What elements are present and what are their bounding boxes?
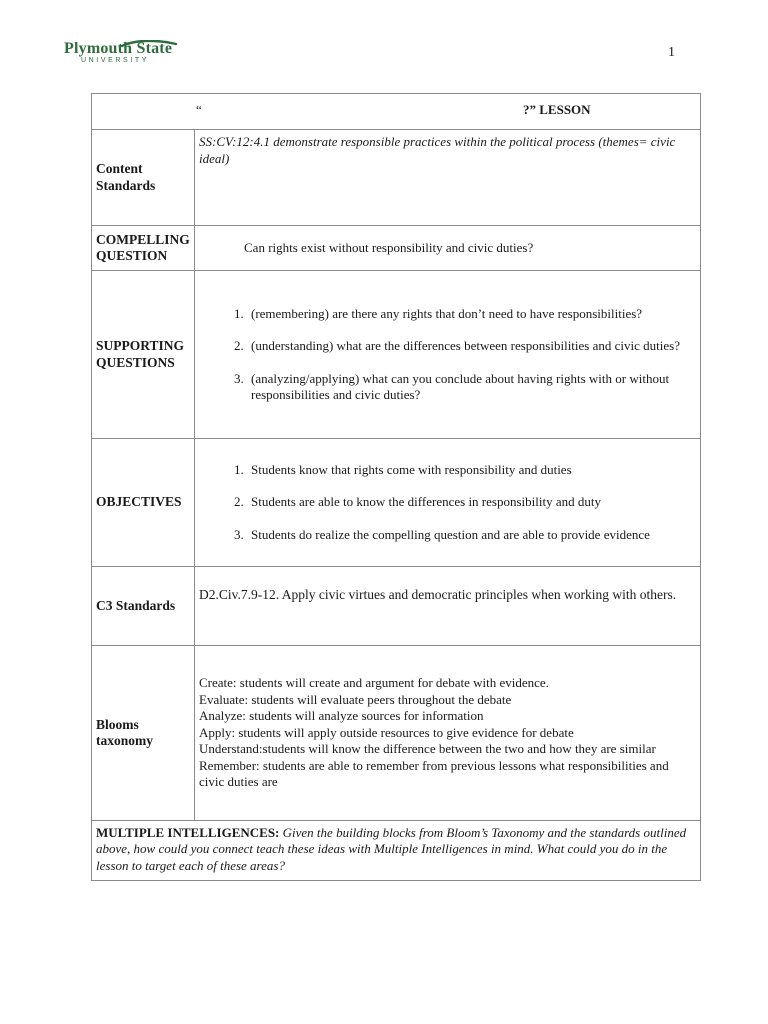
blooms-line: Remember: students are able to remember from previous lessons what responsibilities and civic duties are <box>199 757 669 790</box>
compelling-question-label: COMPELLING QUESTION <box>92 226 195 271</box>
lesson-title-open-quote: “ <box>196 102 202 117</box>
objectives-row <box>92 439 701 567</box>
multiple-intelligences-text: Given the building blocks from Bloom’s Taxonomy and the standards outlined above, how could you connect teach these ideas with Multiple Intelligences in mind. What could you do in the lesson to target each of these areas? <box>96 824 687 873</box>
university-logo <box>64 40 184 70</box>
supporting-questions-label: SUPPORTING QUESTIONS <box>92 271 195 439</box>
content-standards-row <box>92 130 701 226</box>
objectives-label: OBJECTIVES <box>92 439 195 567</box>
blooms-cell <box>195 646 701 821</box>
lesson-title-label: ?” LESSON <box>523 102 591 117</box>
supporting-questions-list <box>199 306 696 404</box>
c3-standards-row <box>92 567 701 646</box>
blooms-line: Create: students will create and argument for debate with evidence. <box>199 675 549 691</box>
blooms-line: Understand:students will know the difference between the two and how they are similar <box>199 741 656 757</box>
list-item: 3. Students do realize the compelling question and are able to provide evidence <box>247 527 696 544</box>
logo-name: Plymouth State <box>64 40 173 57</box>
list-item: 1. (remembering) are there any rights that don’t need to have responsibilities? <box>247 306 696 323</box>
blooms-line: Evaluate: students will evaluate peers throughout the debate <box>199 691 512 707</box>
blooms-line: Apply: students will apply outside resources to give evidence for debate <box>199 724 574 740</box>
blooms-label: Blooms taxonomy <box>92 646 195 821</box>
multiple-intelligences-row <box>92 821 701 881</box>
list-item: 2. (understanding) what are the differences between responsibilities and civic duties? <box>247 338 696 355</box>
blooms-row <box>92 646 701 821</box>
title-row <box>92 94 701 130</box>
supporting-questions-row <box>92 271 701 439</box>
compelling-question-text: Can rights exist without responsibility and civic duties? <box>195 226 701 271</box>
lesson-plan-table <box>91 93 701 881</box>
content-standards-label: Content Standards <box>92 130 195 226</box>
objectives-list <box>199 462 696 544</box>
logo-subtitle: UNIVERSITY <box>81 57 150 64</box>
multiple-intelligences-label: MULTIPLE INTELLIGENCES: <box>96 824 280 840</box>
lesson-title-cell <box>92 94 701 130</box>
multiple-intelligences-cell <box>92 821 701 881</box>
list-item: 2. Students are able to know the differences in responsibility and duty <box>247 494 696 511</box>
page-number: 1 <box>668 45 675 60</box>
list-item: 1. Students know that rights come with responsibility and duties <box>247 462 696 479</box>
supporting-questions-cell <box>195 271 701 439</box>
list-item: 3. (analyzing/applying) what can you conclude about having rights with or without responsibilities and civic duties? <box>247 371 696 404</box>
content-standards-text: SS:CV:12:4.1 demonstrate responsible practices within the political process (themes= civic ideal) <box>195 130 701 226</box>
objectives-cell <box>195 439 701 567</box>
compelling-question-row <box>92 226 701 271</box>
blooms-line: Analyze: students will analyze sources for information <box>199 708 484 724</box>
c3-standards-text: D2.Civ.7.9-12. Apply civic virtues and democratic principles when working with others. <box>195 567 701 646</box>
c3-standards-label: C3 Standards <box>92 567 195 646</box>
